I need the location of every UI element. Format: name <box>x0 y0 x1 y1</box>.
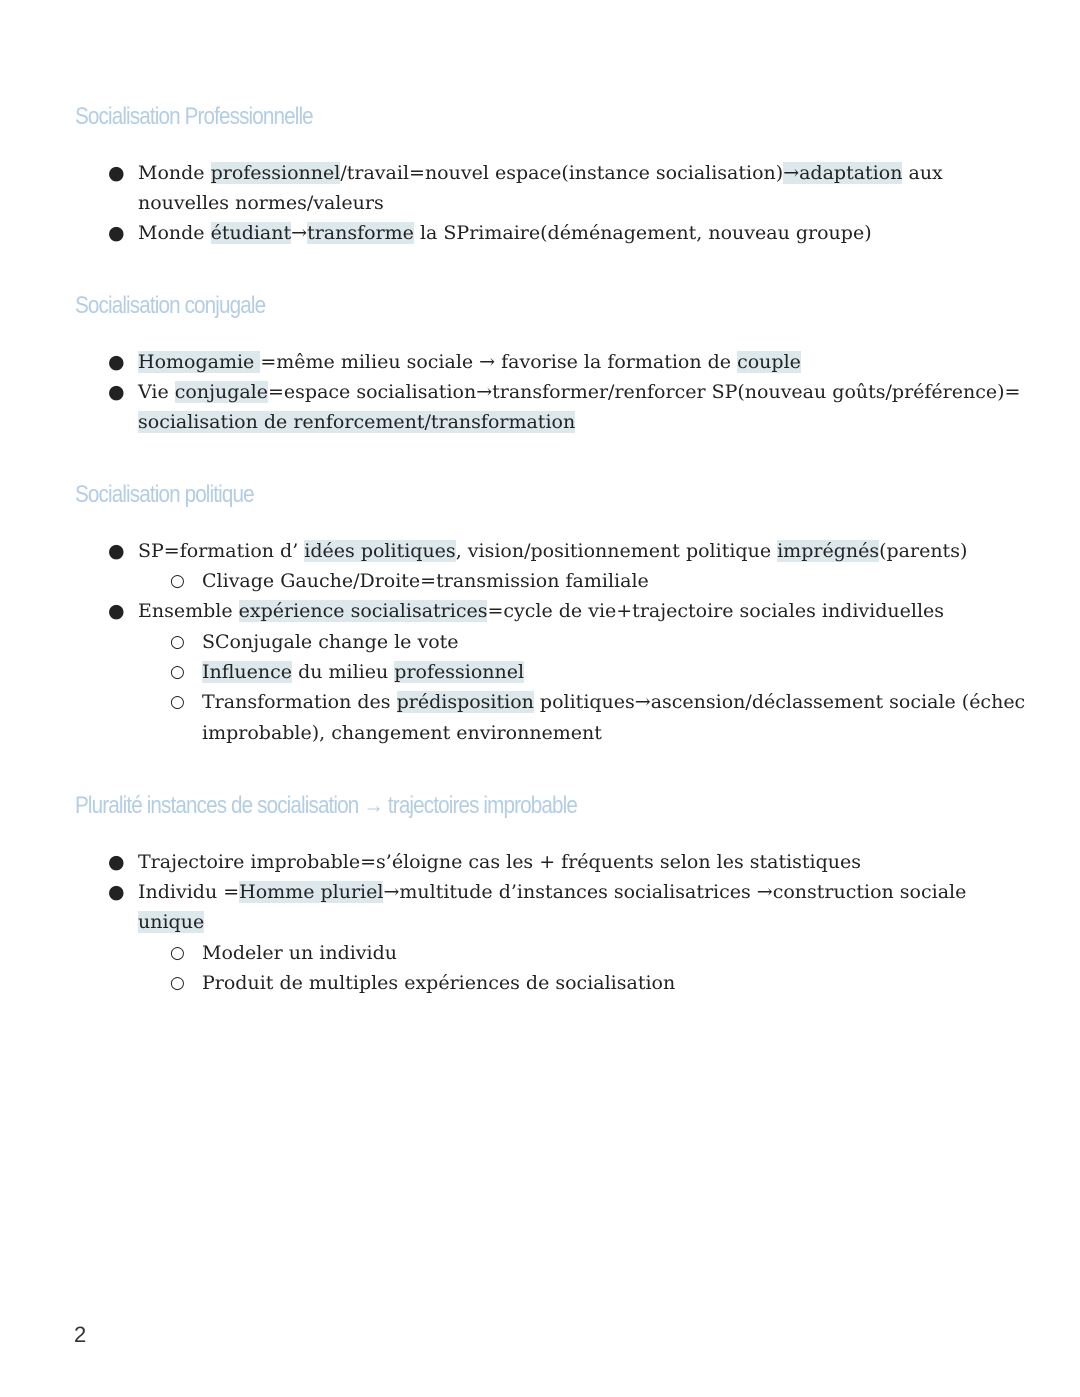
bullet-icon: ● <box>108 351 125 373</box>
sub-list-item: Influence du milieu professionnel <box>202 661 525 683</box>
sub-list-item: Clivage Gauche/Droite=transmission familiale <box>202 570 649 592</box>
list-item: Ensemble expérience socialisatrices=cycle de vie+trajectoire sociales individuelles <box>138 600 945 622</box>
list-item: Vie conjugale=espace socialisation→transformer/renforcer SP(nouveau goûts/préférence)= <box>138 381 1021 403</box>
bullet-icon: ● <box>108 600 125 622</box>
highlight: couple <box>737 351 801 373</box>
list-item: SP=formation d’ idées politiques, vision/positionnement politique imprégnés(parents) <box>138 540 968 562</box>
bullet-icon: ● <box>108 381 125 403</box>
list-item-continuation <box>138 907 204 937</box>
highlight: imprégnés <box>777 540 880 562</box>
highlight: transforme <box>307 222 414 244</box>
sub-list-item-continuation: improbable), changement environnement <box>202 722 602 744</box>
sub-bullet-icon: ○ <box>170 632 185 652</box>
heading-socialisation-professionnelle: Socialisation Professionnelle <box>75 103 313 130</box>
highlight: idées politiques <box>304 540 456 562</box>
bullet-icon: ● <box>108 540 125 562</box>
sub-bullet-icon: ○ <box>170 943 185 963</box>
list-item: Monde professionnel/travail=nouvel espace(instance socialisation)→adaptation aux <box>138 162 943 184</box>
sub-bullet-icon: ○ <box>170 973 185 993</box>
heading-pluralite-instances: Pluralité instances de socialisation → trajectoires improbable <box>75 792 577 819</box>
heading-socialisation-conjugale: Socialisation conjugale <box>75 292 266 319</box>
list-item-continuation <box>138 407 575 437</box>
heading-socialisation-politique: Socialisation politique <box>75 481 254 508</box>
highlight: Homme pluriel <box>239 881 384 903</box>
highlight: →adaptation <box>783 162 903 184</box>
highlight: conjugale <box>174 381 269 403</box>
highlight: professionnel <box>394 661 525 683</box>
list-item: Individu =Homme pluriel→multitude d’instances socialisatrices →construction sociale <box>138 881 967 903</box>
sub-bullet-icon: ○ <box>170 692 185 712</box>
sub-bullet-icon: ○ <box>170 571 185 591</box>
bullet-icon: ● <box>108 222 125 244</box>
list-item: Monde étudiant→transforme la SPrimaire(déménagement, nouveau groupe) <box>138 222 872 244</box>
highlight: socialisation de renforcement/transformation <box>138 411 576 433</box>
highlight: prédisposition <box>396 691 534 713</box>
bullet-icon: ● <box>108 162 125 184</box>
sub-list-item: Modeler un individu <box>202 942 398 964</box>
highlight: expérience socialisatrices <box>238 600 488 622</box>
highlight: Influence <box>202 661 293 683</box>
sub-list-item: Produit de multiples expériences de socialisation <box>202 972 676 994</box>
highlight: Homogamie <box>138 351 261 373</box>
sub-list-item: SConjugale change le vote <box>202 631 459 653</box>
page-number: 2 <box>74 1322 87 1347</box>
highlight: professionnel <box>210 162 341 184</box>
highlight: étudiant <box>210 222 292 244</box>
list-item: Trajectoire improbable=s’éloigne cas les + fréquents selon les statistiques <box>138 851 862 873</box>
bullet-icon: ● <box>108 851 125 873</box>
bullet-icon: ● <box>108 881 125 903</box>
sub-bullet-icon: ○ <box>170 662 185 682</box>
list-item: Homogamie =même milieu sociale → favorise la formation de couple <box>138 351 801 373</box>
list-item-continuation: nouvelles normes/valeurs <box>138 192 384 214</box>
highlight: unique <box>138 911 205 933</box>
sub-list-item: Transformation des prédisposition politiques→ascension/déclassement sociale (échec <box>202 691 1026 713</box>
